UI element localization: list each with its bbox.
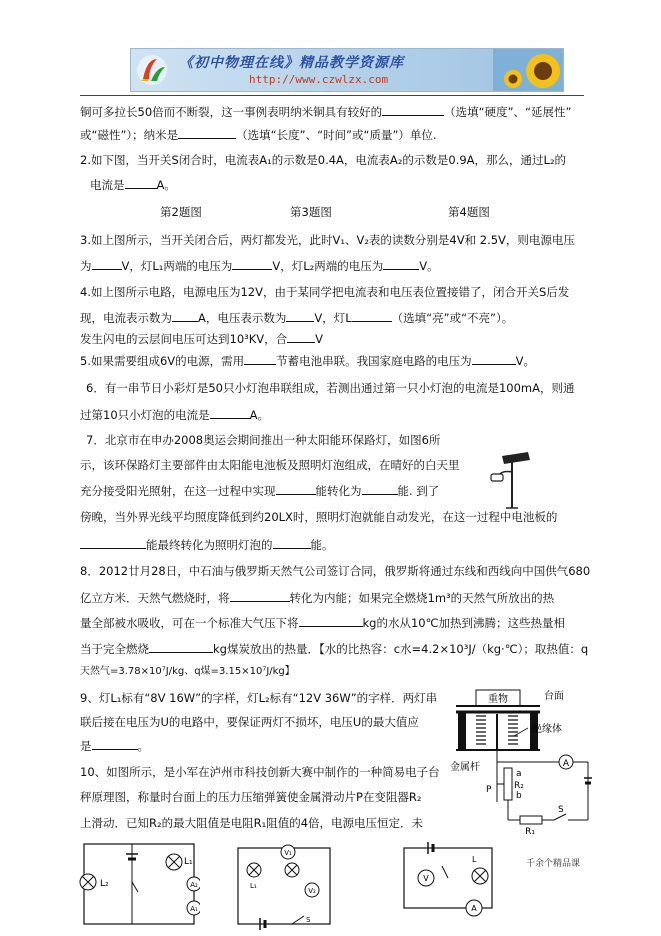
answer-blank[interactable] — [362, 482, 398, 495]
fig4-v: V — [423, 874, 429, 883]
text-line: 秤原理图，称量时台面上的压力压缩弹簧使金属滑动片P在变阻器R₂ — [80, 790, 422, 804]
fig3-s: S — [306, 916, 311, 924]
text-line: 上滑动．已知R₂的最大阻值是电阻R₁阻值的4倍，电源电压恒定．未 — [80, 816, 424, 830]
answer-blank[interactable] — [273, 536, 311, 549]
logo-icon — [135, 53, 169, 87]
caption-fig3: 第3题图 — [290, 205, 332, 219]
answer-blank[interactable] — [383, 257, 419, 270]
question-8: 8．2012廿月28日，中石油与俄罗斯天然气公司签订合同，俄罗斯将通过东线和西线向中国供气680 — [80, 564, 591, 578]
platform-label: 台面 — [544, 691, 564, 702]
answer-blank[interactable] — [472, 352, 516, 365]
fig4-a: A — [471, 904, 477, 913]
fig2-a2: A₂ — [190, 881, 198, 889]
watermark-text: 千余个精品课 — [526, 859, 581, 869]
answer-blank[interactable] — [210, 406, 250, 419]
fig2-a1: A₁ — [190, 905, 198, 913]
text-line: 能最终转化为照明灯泡的 能。 — [80, 536, 334, 553]
answer-blank[interactable] — [80, 536, 146, 549]
sunflower-icon — [493, 49, 563, 91]
text-line: 傍晚，当外界光线平均照度降低到约20LX时，照明灯泡就能自动发光，在这一过程中电池板的 — [80, 510, 558, 524]
slider-p: P — [486, 785, 492, 795]
insulator-label: 绝缘体 — [532, 724, 562, 735]
resistor-r1-label: R₁ — [525, 827, 535, 836]
answer-blank[interactable] — [125, 176, 157, 189]
text-line: 铜可多拉长50倍而不断裂，这一事例表明纳米铜具有较好的 （选填“硬度”、“延展性” — [80, 105, 572, 119]
caption-fig4: 第4题图 — [448, 205, 490, 219]
answer-blank[interactable] — [149, 640, 213, 653]
answer-blank[interactable] — [276, 482, 316, 495]
answer-blank[interactable] — [286, 309, 314, 322]
fig3-v2: V₂ — [308, 887, 316, 895]
text-line: 示，该环保路灯主要部件由太阳能电池板及照明灯泡组成，在晴好的白天里 — [80, 458, 460, 472]
answer-blank[interactable] — [172, 309, 198, 322]
answer-blank[interactable] — [352, 309, 392, 322]
answer-blank[interactable] — [178, 126, 236, 139]
switch-s-label: S — [558, 805, 564, 815]
question-2: 2.如下图，当开关S闭合时，电流表A₁的示数是0.4A，电流表A₂的示数是0.9A，那么，通过L₂的 — [80, 153, 567, 167]
question-7: 7．北京市在申办2008奥运会期间推出一种太阳能环保路灯，如图6所 — [86, 433, 441, 447]
text-line: 亿立方米．天然气燃烧时，将 转化为内能；如果完全燃烧1m³的天然气所放出的热 — [80, 591, 555, 605]
banner-title: 《初中物理在线》精品教学资源库 — [179, 55, 404, 71]
text-line: 过第10只小灯泡的电流是 A。 — [80, 408, 270, 422]
answer-blank[interactable] — [299, 614, 363, 627]
text-line: 为 V，灯L₁两端的电压为 V，灯L₂两端的电压为 V。 — [80, 259, 439, 273]
question-5: 5.如果需要组成6V的电源，需用 节蓄电池串联。我国家庭电路的电压为 V。 — [80, 354, 536, 368]
resistor-r2-label: R₂ — [514, 781, 524, 791]
ammeter-a: A — [562, 759, 570, 769]
question-4: 4.如上图所示电路，电源电压为12V，由于某同学把电流表和电压表位置接错了，闭合开关S后发 — [80, 285, 570, 299]
question-10: 10、如图所示，是小军在泸州市科技创新大赛中制作的一种简易电子台 — [80, 765, 440, 779]
text-line: 天然气=3.78×10⁷J/kg、q煤=3.15×10⁷J/kg】 — [80, 666, 295, 677]
text-line: 量全部被水吸收，可在一个标准大气压下将 kg的水从10℃加热到沸腾；这些热量相 — [80, 616, 566, 630]
answer-blank[interactable] — [92, 737, 138, 750]
text-line: 是 。 — [80, 739, 149, 753]
circuit-fig2 — [78, 838, 200, 930]
solar-street-lamp-icon — [488, 452, 532, 510]
circuit-fig4 — [398, 842, 500, 928]
text-line: 电流是 A。 — [90, 178, 176, 192]
caption-fig2: 第2题图 — [160, 205, 202, 219]
electronic-scale-diagram — [448, 688, 598, 836]
text-line: 现，电流表示数为 A，电压表示数为 V，灯L （选填“亮”或“不亮”）。 — [80, 311, 514, 325]
header-banner — [130, 48, 564, 92]
answer-blank[interactable] — [382, 103, 444, 116]
text-line: 充分接受阳光照射，在这一过程中实现 能转化为 能. 到了 — [80, 484, 440, 498]
text-line: 联后接在电压为U的电路中，要保证两灯不损坏，电压U的最大值应 — [80, 715, 419, 729]
weight-label: 重物 — [488, 694, 508, 705]
text-line: 或“磁性”）；纳米是 （选填“长度”、“时间”或“质量”）单位. — [80, 128, 437, 142]
answer-blank[interactable] — [287, 330, 315, 343]
answer-blank[interactable] — [244, 352, 276, 365]
terminal-b: b — [516, 791, 522, 801]
question-6: 6．有一串节日小彩灯是50只小灯泡串联组成，若测出通过第一只小灯泡的电流是100mA，则通 — [86, 381, 575, 395]
header-divider — [80, 95, 584, 96]
text-line: 当于完全燃烧 kg煤炭放出的热量．【水的比热容：c水=4.2×10³J/（kg·℃）；取热值：q — [80, 642, 589, 656]
question-3: 3.如上图所示，当开关闭合后，两灯都发光，此时V₁、V₂表的读数分别是4V和 2.5V，则电源电压 — [80, 233, 575, 247]
fig4-l: L — [472, 855, 477, 864]
banner-url[interactable]: http://www.czwlzx.com — [249, 73, 389, 86]
circuit-fig3 — [232, 842, 336, 930]
fig2-l2: L₂ — [100, 879, 109, 889]
answer-blank[interactable] — [230, 589, 290, 602]
fig3-l1: L₁ — [250, 882, 257, 890]
fig2-l1: L₁ — [184, 857, 193, 867]
answer-blank[interactable] — [232, 257, 272, 270]
answer-blank[interactable] — [92, 257, 122, 270]
terminal-a: a — [516, 769, 522, 779]
fig3-v1: V₁ — [284, 849, 292, 857]
rod-label: 金属杆 — [450, 762, 480, 773]
question-9: 9、灯L₁标有“8V 16W”的字样，灯L₂标有“12V 36W”的字样．两灯串 — [80, 691, 438, 705]
text-line: 发生闪电的云层间电压可达到10³KV，合 V — [80, 332, 324, 346]
